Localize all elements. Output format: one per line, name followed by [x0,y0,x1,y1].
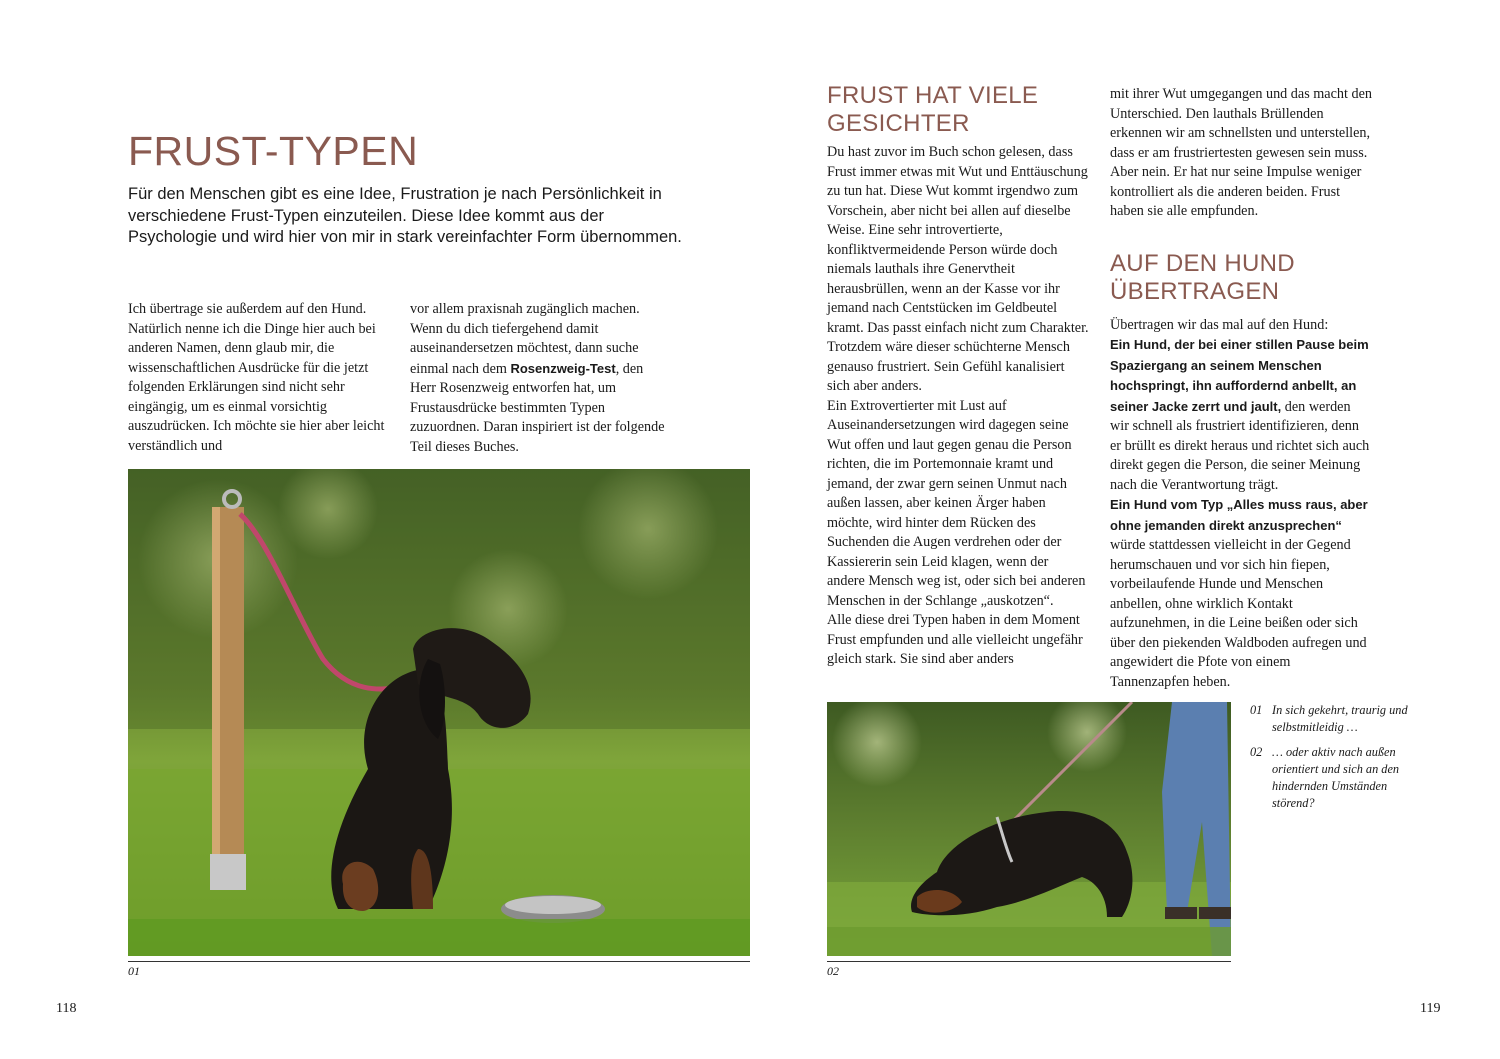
body-column-1: Ich übertrage sie außerdem auf den Hund. Natürlich nenne ich die Dinge hier auch bei anderen Namen, denn glaub mir, die wissenschaftlichen Ausdrücke für die jetzt folgenden Erklärungen sind nicht sehr eingängig, um es einmal vorsichtig auszudrücken. Ich möchte sie hier aber leicht verständlich und [128,301,385,454]
photo-dog-sniffing-illustration [827,702,1231,956]
photo-02-number: 02 [827,964,839,978]
lead-paragraph: Für den Menschen gibt es eine Idee, Frustration je nach Persönlichkeit in verschiedene Frust-Typen einzuteilen. Diese Idee kommt aus der Psychologie und wird hier von mir in stark vereinfachter Form übernommen. [128,185,682,246]
paragraph [1110,316,1372,496]
paragraph: Alle diese drei Typen haben in dem Moment Frust empfunden und alle vielleicht ungefähr gleich stark. Sie sind aber anders [827,612,1083,667]
page-number-left: 118 [56,1001,77,1016]
page-title: FRUST-TYPEN [128,128,419,174]
text-run: Übertragen wir das mal auf den Hund: [1110,316,1329,333]
rosenzweig-term: Rosenzweig-Test [510,360,616,376]
caption-number: 01 [1250,703,1263,717]
body-column-2 [410,300,672,457]
photo-dog-sitting-illustration [128,469,750,956]
text-run: vor allem praxisnah zugänglich machen. Wenn du dich tiefergehend damit auseinandersetzen möchtest, dann suche einmal nach dem [410,301,640,377]
right-body-column-2 [1110,85,1372,692]
caption-item [1250,702,1425,736]
heading-line: ÜBERTRAGEN [1110,277,1280,305]
photo-02-rule [827,961,1231,962]
paragraph: Ein Extrovertierter mit Lust auf Auseinandersetzungen wird dagegen seine Wut offen und laut gegen genau die Person richten, die im Portemonnaie kramt und jemand, der zwar gern seinen Unmut nach außen lassen, aber keinen Ärger haben möchte, wird hinter dem Rücken des Suchenden die Augen verdrehen oder der Kassiererin sein Leid klagen, wenn der andere Mensch weg ist, oder sich bei anderen Menschen in der Schlange „auskotzen“. [827,397,1086,609]
section-heading-auf-den-hund [1110,250,1372,306]
bold-run: Ein Hund vom Typ „Alles muss raus, aber ohne jemanden direkt anzusprechen“ [1110,497,1368,533]
heading-line: FRUST HAT VIELE [827,82,1039,109]
page-number-right: 119 [1420,1001,1441,1016]
heading-line: AUF DEN HUND [1110,249,1295,277]
photo-01-number: 01 [128,964,140,978]
section-heading-frust-gesichter [827,82,1038,138]
caption-item [1250,744,1425,812]
caption-text: In sich gekehrt, traurig und selbstmitleidig … [1272,703,1408,734]
photo-captions [1250,702,1425,820]
caption-text: … oder aktiv nach außen orientiert und sich an den hindernden Umständen störend? [1272,745,1400,810]
bold-run: Ein Hund, der bei einer stillen Pause beim Spaziergang an seinem Menschen hochspringt, ihn auffordernd anbellt, an seiner Jacke zerrt und jault, [1110,337,1369,414]
text-run: den werden wir schnell als frustriert identifizieren, denn er brüllt es direkt heraus und richtet sich auch direkt gegen die Person, die seiner Meinung nach die Verantwortung trägt. [1110,398,1370,493]
right-body-column-1 [827,143,1089,670]
photo-dog-sitting [128,469,750,956]
caption-number: 02 [1250,745,1263,759]
photo-01-rule [128,961,750,962]
photo-dog-sniffing [827,702,1231,956]
text-run: würde stattdessen vielleicht in der Gegend herumschauen und vor sich hin fiepen, vorbeilaufende Hunde und Menschen anbellen, ohne wirklich Kontakt aufzunehmen, in die Leine beißen oder sich über den piekenden Waldboden aufregen und angewidert die Pfote von einem Tannenzapfen heben. [1110,537,1367,690]
paragraph: mit ihrer Wut umgegangen und das macht den Unterschied. Den lauthals Brüllenden erkennen wir am schnellsten und unterstellen, dass er am frustriertesten gewesen sein muss. Aber nein. Er hat nur seine Impulse weniger kontrolliert als die anderen beiden. Frust haben sie alle empfunden. [1110,86,1372,219]
heading-line: GESICHTER [827,110,970,137]
paragraph [1110,495,1372,692]
paragraph: Du hast zuvor im Buch schon gelesen, dass Frust immer etwas mit Wut und Enttäuschung zu tun hat. Diese Wut kommt irgendwo zum Vorschein, aber nicht bei allen auf dieselbe Weise. Eine sehr introvertierte, konfliktvermeidende Person würde doch niemals lauthals ihre Genervtheit herausbrüllen, wenn an der Kasse vor ihr jemand nach Centstücken im Geldbeutel kramt. Das passt einfach nicht zum Charakter. Trotzdem wäre dieser schüchterne Mensch genauso frustriert. Sein Gefühl kanalisiert sich aber anders. [827,144,1089,394]
text-run: , den Herr Rosenzweig entworfen hat, um Frustausdrücke bestimmten Typen zuzuordnen. Daran inspiriert ist der folgende Teil dieses Buches. [410,360,665,455]
